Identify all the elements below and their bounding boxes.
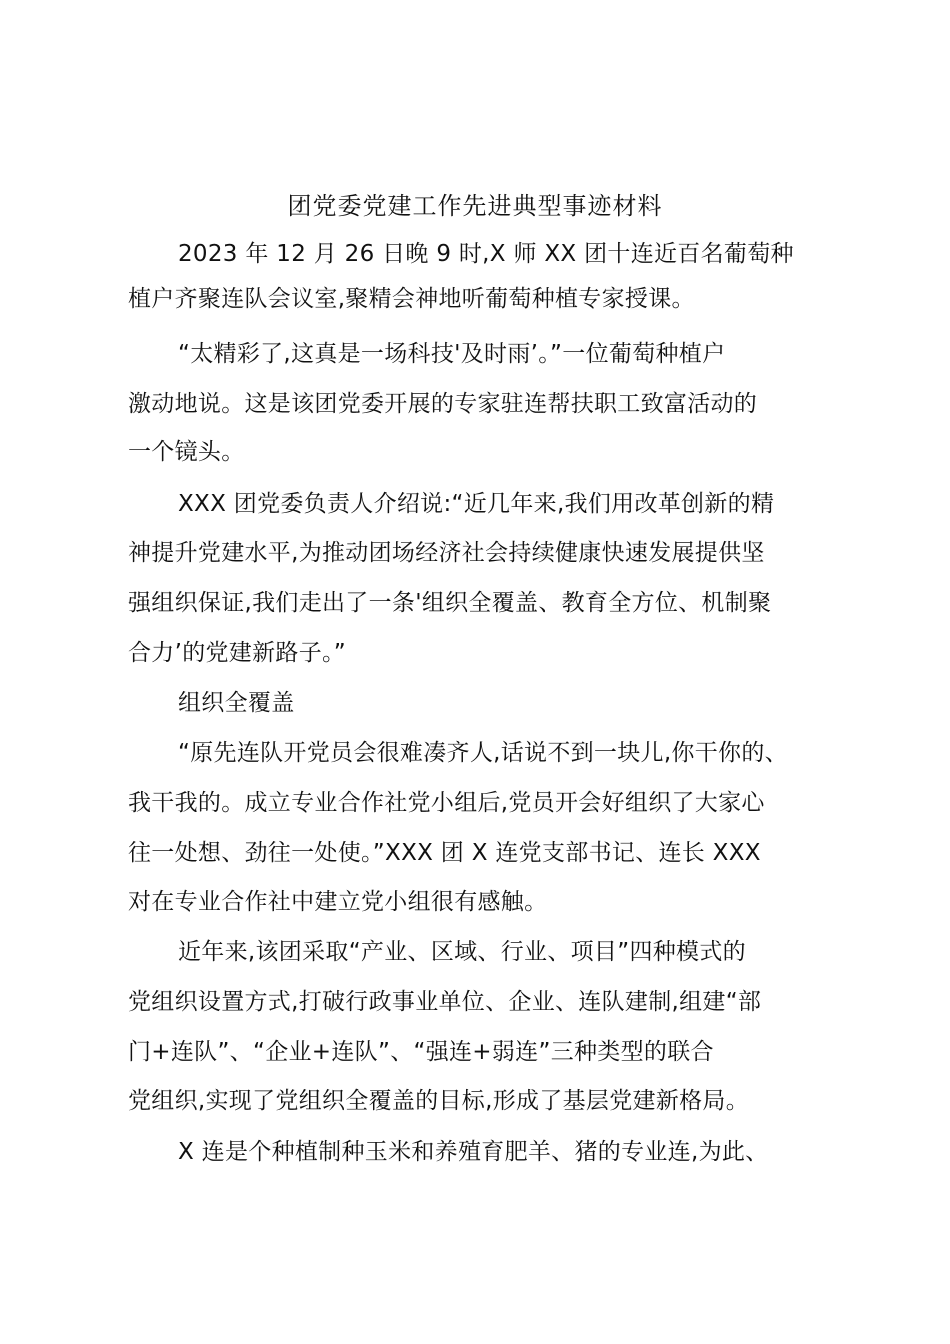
paragraph-line: “太精彩了,这真是一场科技'及时雨’。”一位葡萄种植户 xyxy=(178,341,726,367)
paragraph-line: 2023 年 12 月 26 日晚 9 时,X 师 XX 团十连近百名葡萄种 xyxy=(178,241,794,267)
paragraph-line: 对在专业合作社中建立党小组很有感触。 xyxy=(128,889,548,915)
paragraph-line: 合力’的党建新路子。” xyxy=(128,640,347,666)
paragraph-line: 门+连队”、“企业+连队”、“强连+弱连”三种类型的联合 xyxy=(128,1039,714,1065)
paragraph-line: 一个镜头。 xyxy=(128,439,245,465)
paragraph-line: 我干我的。成立专业合作社党小组后,党员开会好组织了大家心 xyxy=(128,790,765,816)
paragraph-line: 往一处想、劲往一处使。”XXX 团 X 连党支部书记、连长 XXX xyxy=(128,840,761,866)
section-heading: 组织全覆盖 xyxy=(178,690,295,716)
paragraph-line: X 连是个种植制种玉米和养殖育肥羊、猪的专业连,为此、 xyxy=(178,1139,769,1165)
paragraph-line: 党组织,实现了党组织全覆盖的目标,形成了基层党建新格局。 xyxy=(128,1088,750,1114)
paragraph-line: 神提升党建水平,为推动团场经济社会持续健康快速发展提供坚 xyxy=(128,540,765,566)
paragraph-line: 植户齐聚连队会议室,聚精会神地听葡萄种植专家授课。 xyxy=(128,286,695,312)
paragraph-line: XXX 团党委负责人介绍说:“近几年来,我们用改革创新的精 xyxy=(178,491,775,517)
document-title: 团党委党建工作先进典型事迹材料 xyxy=(287,192,663,220)
paragraph-line: 强组织保证,我们走出了一条'组织全覆盖、教育全方位、机制聚 xyxy=(128,590,772,616)
paragraph-line: 党组织设置方式,打破行政事业单位、企业、连队建制,组建“部 xyxy=(128,989,762,1015)
paragraph-line: “原先连队开党员会很难凑齐人,话说不到一块儿,你干你的、 xyxy=(178,740,788,766)
paragraph-line: 激动地说。这是该团党委开展的专家驻连帮扶职工致富活动的 xyxy=(128,391,758,417)
paragraph-line: 近年来,该团采取“产业、区域、行业、项目”四种模式的 xyxy=(178,939,746,965)
